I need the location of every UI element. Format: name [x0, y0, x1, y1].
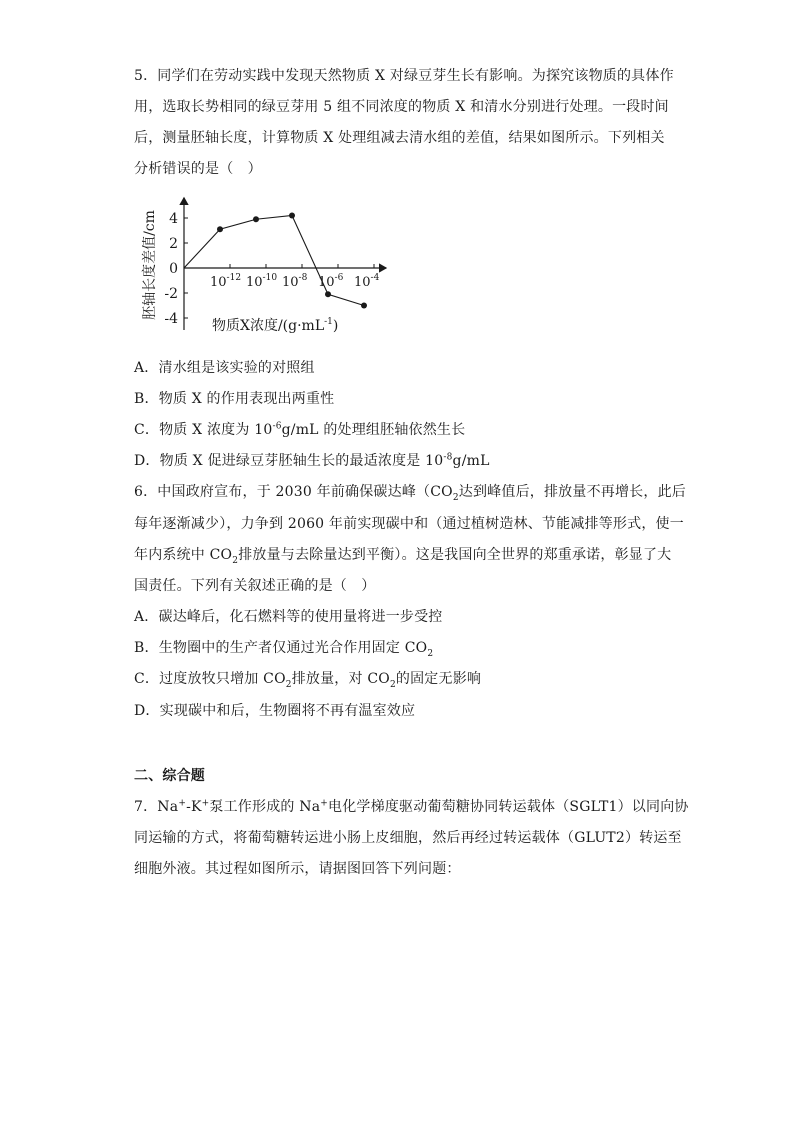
q6-l1-sub: 2	[452, 492, 459, 503]
q6-stem-line-4: 国责任。下列有关叙述正确的是（ ）	[134, 578, 376, 594]
chart-series-line	[184, 216, 364, 306]
q6-b-sub: 2	[427, 648, 434, 659]
q7-l1-d: 电化学梯度驱动葡萄糖协同转运载体（SGLT1）以同向协	[328, 799, 689, 815]
q5-option-d-sup: -8	[443, 452, 453, 463]
chart-points	[217, 213, 367, 309]
chart-y-tick-label: 2	[169, 236, 178, 252]
q6-option-c[interactable]	[134, 669, 481, 689]
q5-option-c-sup: -6	[272, 421, 282, 432]
q6-l1-pre: 6．中国政府宣布，于 2030 年前确保碳达峰（CO	[134, 484, 453, 500]
q7-stem-line-2: 同运输的方式，将葡萄糖转运进小肠上皮细胞，然后再经过转运载体（GLUT2）转运至	[134, 830, 682, 846]
q6-option-a[interactable]: A．碳达峰后，化石燃料等的使用量将进一步受控	[134, 609, 443, 625]
chart-y-tick-label: -2	[164, 286, 178, 302]
chart-data-point	[325, 291, 331, 297]
q6-l3-pre: 年内系统中 CO	[134, 547, 233, 563]
chart-data-point	[289, 213, 295, 219]
q6-c-pre: C．过度放牧只增加 CO	[134, 671, 286, 687]
q6-c-mid: 排放量，对 CO	[291, 671, 390, 687]
chart-x-tick-label: $10^{-12}$	[210, 273, 242, 290]
q6-c-sub1: 2	[285, 679, 292, 690]
q7-l1-b: -K	[186, 799, 202, 815]
q5-option-d-post: g/mL	[452, 453, 490, 469]
q5-stem-line-4: 分析错误的是（ ）	[134, 161, 262, 177]
q5-option-d-pre: D．物质 X 促进绿豆芽胚轴生长的最适浓度是 10	[134, 453, 444, 469]
q7-l1-sup3: +	[320, 798, 329, 809]
q5-option-d[interactable]	[134, 451, 490, 471]
chart-data-point	[361, 303, 367, 309]
q6-stem-line-2: 每年逐渐减少），力争到 2060 年前实现碳中和（通过植树造林、节能减排等形式，使一	[134, 516, 684, 532]
q6-l3-post: 排放量与去除量达到平衡）。这是我国向全世界的郑重承诺，彰显了大	[238, 547, 672, 563]
q6-option-b[interactable]	[134, 638, 433, 658]
q5-option-a[interactable]: A．清水组是该实验的对照组	[134, 360, 315, 376]
chart-x-tick-label: $10^{-8}$	[282, 273, 308, 290]
chart-y-tick-label: 0	[169, 261, 178, 277]
q5-option-c-post: g/mL 的处理组胚轴依然生长	[281, 422, 466, 438]
q7-l1-sup2: +	[201, 798, 210, 809]
section-heading: 二、综合题	[134, 768, 205, 784]
q7-l1-c: 泵工作形成的 Na	[209, 799, 321, 815]
q5-stem-line-1: 5．同学们在劳动实践中发现天然物质 X 对绿豆芽生长有影响。为探究该物质的具体作	[134, 68, 674, 84]
chart-y-tick-label: 4	[169, 211, 178, 227]
q5-option-b[interactable]: B．物质 X 的作用表现出两重性	[134, 391, 335, 407]
q6-l1-post: 达到峰值后，排放量不再增长，此后	[458, 484, 686, 500]
q5-stem-line-3: 后，测量胚轴长度，计算物质 X 处理组减去清水组的差值，结果如图所示。下列相关	[134, 130, 665, 146]
q7-l1-sup1: +	[178, 798, 187, 809]
q6-c-sub2: 2	[389, 679, 396, 690]
q5-option-c[interactable]	[134, 420, 465, 440]
chart-data-point	[217, 226, 223, 232]
q6-b-pre: B．生物圈中的生产者仅通过光合作用固定 CO	[134, 640, 428, 656]
chart-x-tick-label: $10^{-6}$	[318, 273, 344, 290]
q6-option-d[interactable]: D．实现碳中和后，生物圈将不再有温室效应	[134, 703, 416, 719]
q5-stem-line-2: 用，选取长势相同的绿豆芽用 5 组不同浓度的物质 X 和清水分别进行处理。一段时间	[134, 99, 669, 115]
q7-l1-a: 7．Na	[134, 799, 179, 815]
chart-x-tick-label: $10^{-10}$	[246, 273, 278, 290]
chart-x-axis-label: 物质X浓度$/(g\cdot mL^{-1})$	[212, 317, 339, 334]
q7-stem-line-3: 细胞外液。其过程如图所示，请据图回答下列问题：	[134, 861, 461, 877]
q6-stem-line-1	[134, 482, 686, 502]
q7-stem-line-1	[134, 797, 689, 817]
chart-x-tick-label: $10^{-4}$	[354, 273, 380, 290]
q6-stem-line-3	[134, 545, 671, 565]
q5-option-c-pre: C．物质 X 浓度为 10	[134, 422, 273, 438]
chart-y-axis-label: 胚轴长度差值/cm	[142, 210, 158, 320]
q5-chart	[134, 190, 394, 340]
q6-l3-sub: 2	[232, 555, 239, 566]
chart-y-tick-label: -4	[164, 311, 178, 327]
q6-c-post: 的固定无影响	[395, 671, 482, 687]
chart-data-point	[253, 216, 259, 222]
